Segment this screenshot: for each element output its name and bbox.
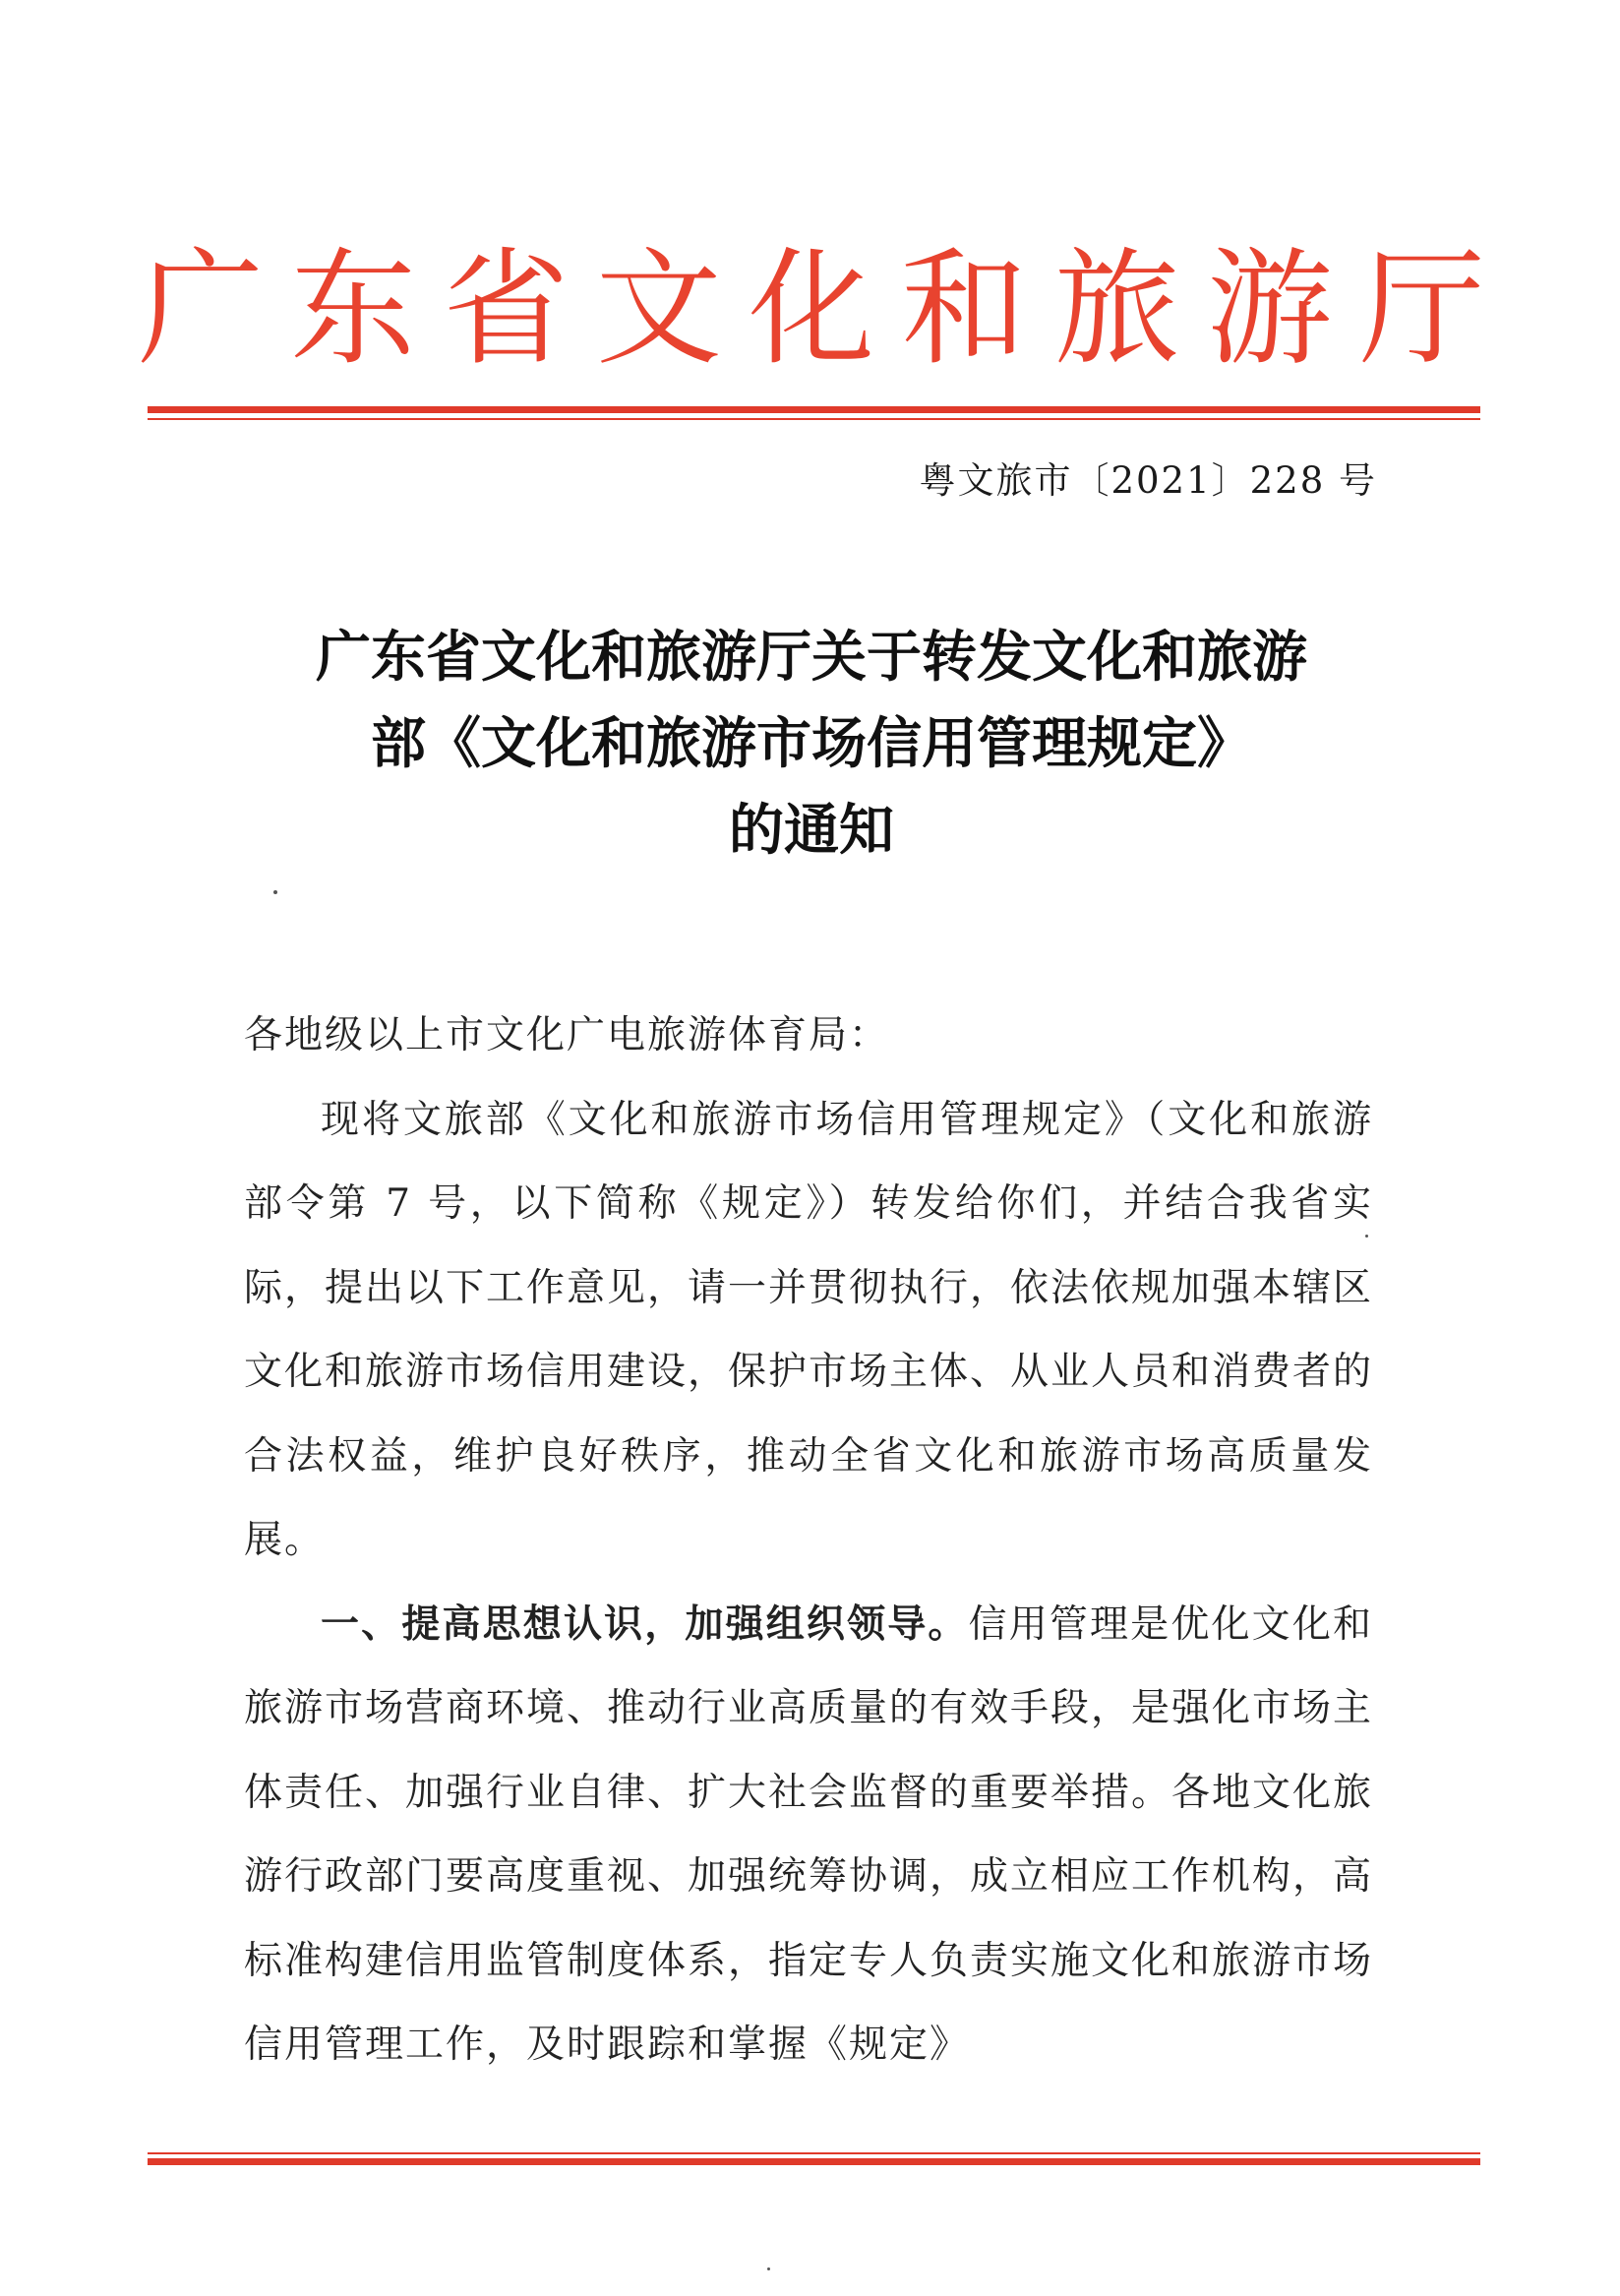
document-number: 粤文旅市〔2021〕228 号 [919, 459, 1377, 502]
section-paragraph [244, 1583, 1373, 2087]
scan-speck [1365, 1235, 1368, 1238]
scan-speck [273, 890, 277, 894]
scan-speck [767, 2267, 770, 2270]
header-red-rule-thin [148, 418, 1480, 420]
header-red-rule [148, 406, 1480, 413]
salutation: 各地级以上市文化广电旅游体育局： [244, 1013, 890, 1057]
title-line: 广东省文化和旅游厅关于转发文化和旅游 [316, 626, 1307, 690]
section-heading: 一、提高思想认识，加强组织领导。 [321, 1601, 969, 1647]
paragraph: 现将文旅部《文化和旅游市场信用管理规定》（文化和旅游部令第 7 号，以下简称《规定》）转发给你们，并结合我省实际，提出以下工作意见，请一并贯彻执行，依法依规加强本辖区文化和旅游市场信用建设，保护市场主体、从业人员和消费者的合法权益，维护良好秩序，推动全省文化和旅游市场高质量发展。 [244, 1097, 1374, 1562]
document-body [244, 994, 1373, 2087]
document-title [197, 615, 1426, 875]
issuer-masthead: 广东省文化和旅游厅 [138, 236, 1485, 383]
footer-red-rule [148, 2158, 1480, 2165]
title-line: 的通知 [729, 799, 894, 863]
section-text: 信用管理是优化文化和旅游市场营商环境、推动行业高质量的有效手段，是强化市场主体责任、加强行业自律、扩大社会监督的重要举措。各地文化旅游行政部门要高度重视、加强统筹协调，成立相应工作机构，高标准构建信用监管制度体系，指定专人负责实施文化和旅游市场信用管理工作，及时跟踪和掌握《规定》 [244, 1601, 1374, 2067]
title-line: 部《文化和旅游市场信用管理规定》 [371, 712, 1252, 776]
footer-red-rule-thin [148, 2152, 1480, 2154]
